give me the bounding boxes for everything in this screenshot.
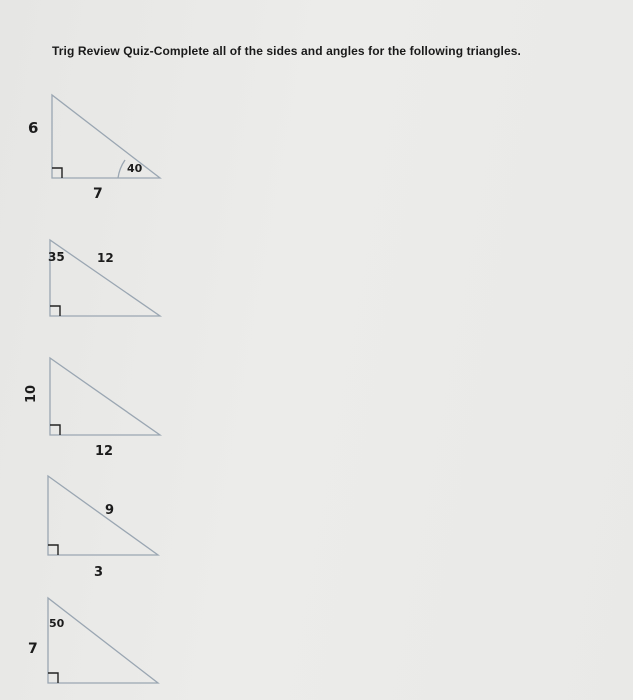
triangle-4-right-angle-mark [48,545,58,555]
triangle-1-angle-label: 40 [127,162,143,175]
triangle-5-side-label: 7 [28,641,38,657]
triangle-4-bottom-label: 3 [94,565,104,580]
triangle-1-bottom-label: 7 [93,186,103,202]
triangle-1-side-label: 6 [28,119,39,137]
triangle-3-side-label: 10 [24,384,39,403]
triangle-5-angle-label: 50 [49,617,65,630]
triangle-3-bottom-label: 12 [95,444,114,459]
triangle-4-hypotenuse-label: 9 [105,503,115,518]
triangle-5-outline [48,598,158,683]
triangle-2-angle-label: 35 [48,250,65,264]
triangle-1 [52,95,160,178]
triangle-4 [48,476,158,555]
triangle-3-right-angle-mark [50,425,60,435]
triangle-3-outline [50,358,160,435]
triangle-1-right-angle-mark [52,168,62,178]
triangle-5 [48,598,158,683]
triangle-4-outline [48,476,158,555]
triangle-2-hypotenuse-label: 12 [97,251,114,265]
triangle-1-outline [52,95,160,178]
triangle-1-angle-mark [118,160,125,178]
quiz-title: Trig Review Quiz-Complete all of the sides and angles for the following triangles. [52,44,521,58]
triangle-3 [50,358,160,435]
triangle-2-right-angle-mark [50,306,60,316]
triangle-5-right-angle-mark [48,673,58,683]
